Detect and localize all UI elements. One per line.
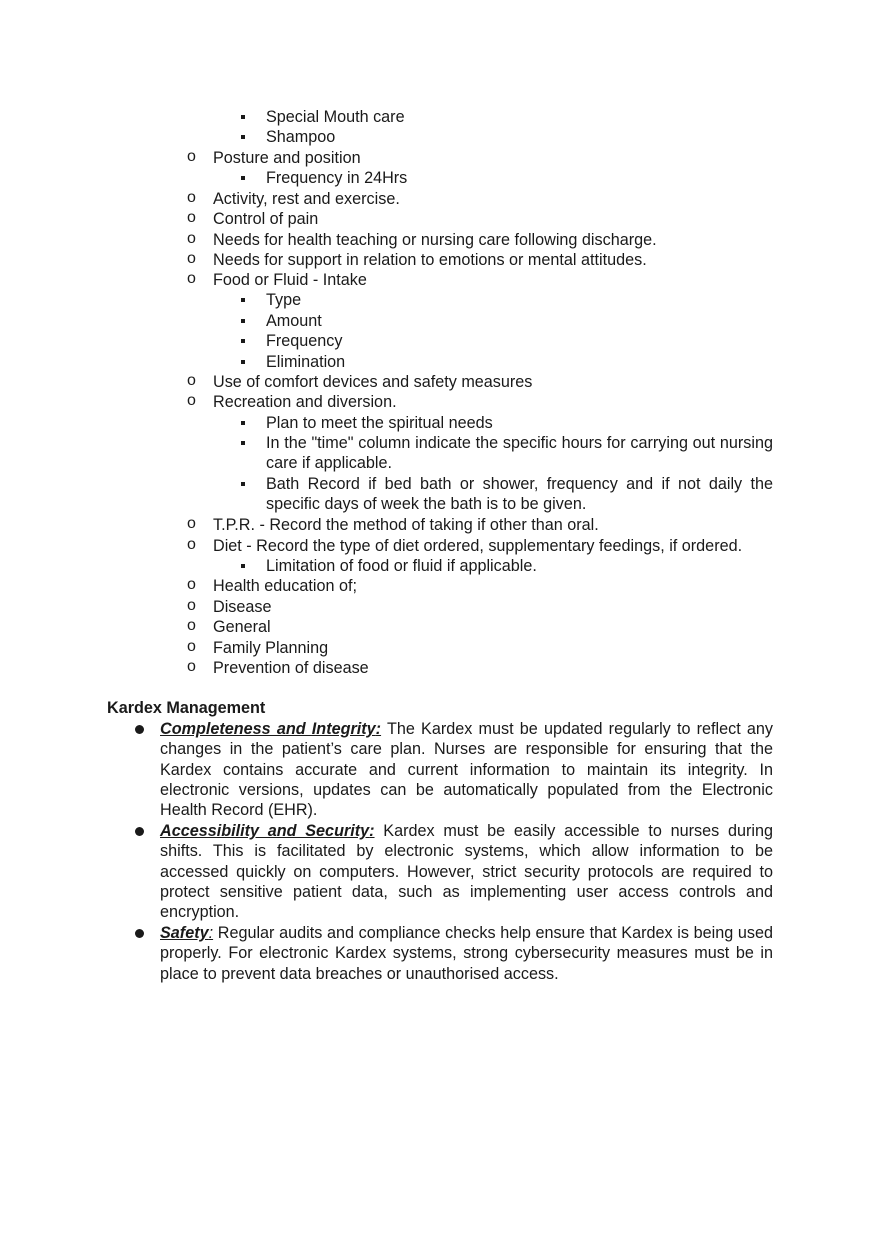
circle-bullet-icon: o <box>187 617 196 634</box>
list-item: Diet - Record the type of diet ordered, supplementary feedings, if ordered. <box>213 537 743 555</box>
list-item: General <box>213 618 271 636</box>
square-bullet-icon <box>241 298 245 302</box>
circle-bullet-icon: o <box>187 392 196 409</box>
circle-bullet-icon: o <box>187 189 196 206</box>
list-item: T.P.R. - Record the method of taking if other than oral. <box>213 516 599 534</box>
item-term: Accessibility and Security <box>160 822 370 840</box>
list-item: Needs for support in relation to emotions or mental attitudes. <box>213 251 647 269</box>
bullet-dot-icon <box>135 725 144 734</box>
circle-bullet-icon: o <box>187 536 196 553</box>
item-term-colon: : <box>369 822 375 840</box>
list-item: Type <box>266 291 302 309</box>
list-item: Control of pain <box>213 210 319 228</box>
square-bullet-icon <box>241 339 245 343</box>
square-bullet-icon <box>241 360 245 364</box>
kardex-item-completeness <box>160 719 773 820</box>
circle-bullet-icon: o <box>187 230 196 247</box>
square-bullet-icon <box>241 482 245 486</box>
kardex-item-accessibility <box>160 821 773 922</box>
list-item: Amount <box>266 312 322 330</box>
circle-bullet-icon: o <box>187 515 196 532</box>
list-item: Shampoo <box>266 128 336 146</box>
square-bullet-icon <box>241 421 245 425</box>
item-text: Regular audits and compliance checks help ensure that Kardex is being used properly. For electronic Kardex systems, strong cybersecurity measures must be in place to prevent data breaches or unauthorised access. <box>160 924 773 983</box>
square-bullet-icon <box>241 176 245 180</box>
circle-bullet-icon: o <box>187 638 196 655</box>
circle-bullet-icon: o <box>187 372 196 389</box>
list-item: Health education of; <box>213 577 357 595</box>
list-item: Limitation of food or fluid if applicable. <box>266 557 537 575</box>
item-term-colon: : <box>375 720 382 738</box>
list-item: Prevention of disease <box>213 659 369 677</box>
square-bullet-icon <box>241 441 245 445</box>
circle-bullet-icon: o <box>187 658 196 675</box>
item-term-colon: : <box>208 924 214 942</box>
circle-bullet-icon: o <box>187 270 196 287</box>
square-bullet-icon <box>241 319 245 323</box>
circle-bullet-icon: o <box>187 209 196 226</box>
circle-bullet-icon: o <box>187 597 196 614</box>
bullet-dot-icon <box>135 929 144 938</box>
bullet-dot-icon <box>135 827 144 836</box>
list-item: Use of comfort devices and safety measures <box>213 373 533 391</box>
section-heading: Kardex Management <box>107 699 266 717</box>
circle-bullet-icon: o <box>187 576 196 593</box>
item-term: Safety <box>160 924 209 942</box>
circle-bullet-icon: o <box>187 250 196 267</box>
square-bullet-icon <box>241 564 245 568</box>
list-item: In the "time" column indicate the specific hours for carrying out nursing care if applicable. <box>266 434 773 472</box>
list-item: Disease <box>213 598 272 616</box>
list-item: Special Mouth care <box>266 108 405 126</box>
circle-bullet-icon: o <box>187 148 196 165</box>
list-item: Recreation and diversion. <box>213 393 397 411</box>
list-item: Frequency <box>266 332 343 350</box>
item-text: Kardex must be easily accessible to nurses during shifts. This is facilitated by electronic systems, which allow information to be accessed quickly on computers. However, strict security protocols are required to protect sensitive patient data, such as implementing user access controls and encryption. <box>160 822 773 922</box>
item-text: The Kardex must be updated regularly to reflect any changes in the patient’s care plan. Nurses are responsible for ensuring that the Kardex contains accurate and current information to maintain its integrity. In electronic versions, updates can be automatically populated from the Electronic Health Record (EHR). <box>160 720 773 820</box>
kardex-item-safety <box>160 923 773 984</box>
list-item: Food or Fluid - Intake <box>213 271 367 289</box>
square-bullet-icon <box>241 135 245 139</box>
list-item: Needs for health teaching or nursing care following discharge. <box>213 231 657 249</box>
list-item: Elimination <box>266 353 346 371</box>
list-item: Activity, rest and exercise. <box>213 190 400 208</box>
item-term: Completeness and Integrity <box>160 720 376 738</box>
square-bullet-icon <box>241 115 245 119</box>
list-item: Family Planning <box>213 639 329 657</box>
list-item: Frequency in 24Hrs <box>266 169 408 187</box>
list-item: Posture and position <box>213 149 361 167</box>
list-item: Bath Record if bed bath or shower, frequency and if not daily the specific days of week the bath is to be given. <box>266 475 773 513</box>
list-item: Plan to meet the spiritual needs <box>266 414 493 432</box>
